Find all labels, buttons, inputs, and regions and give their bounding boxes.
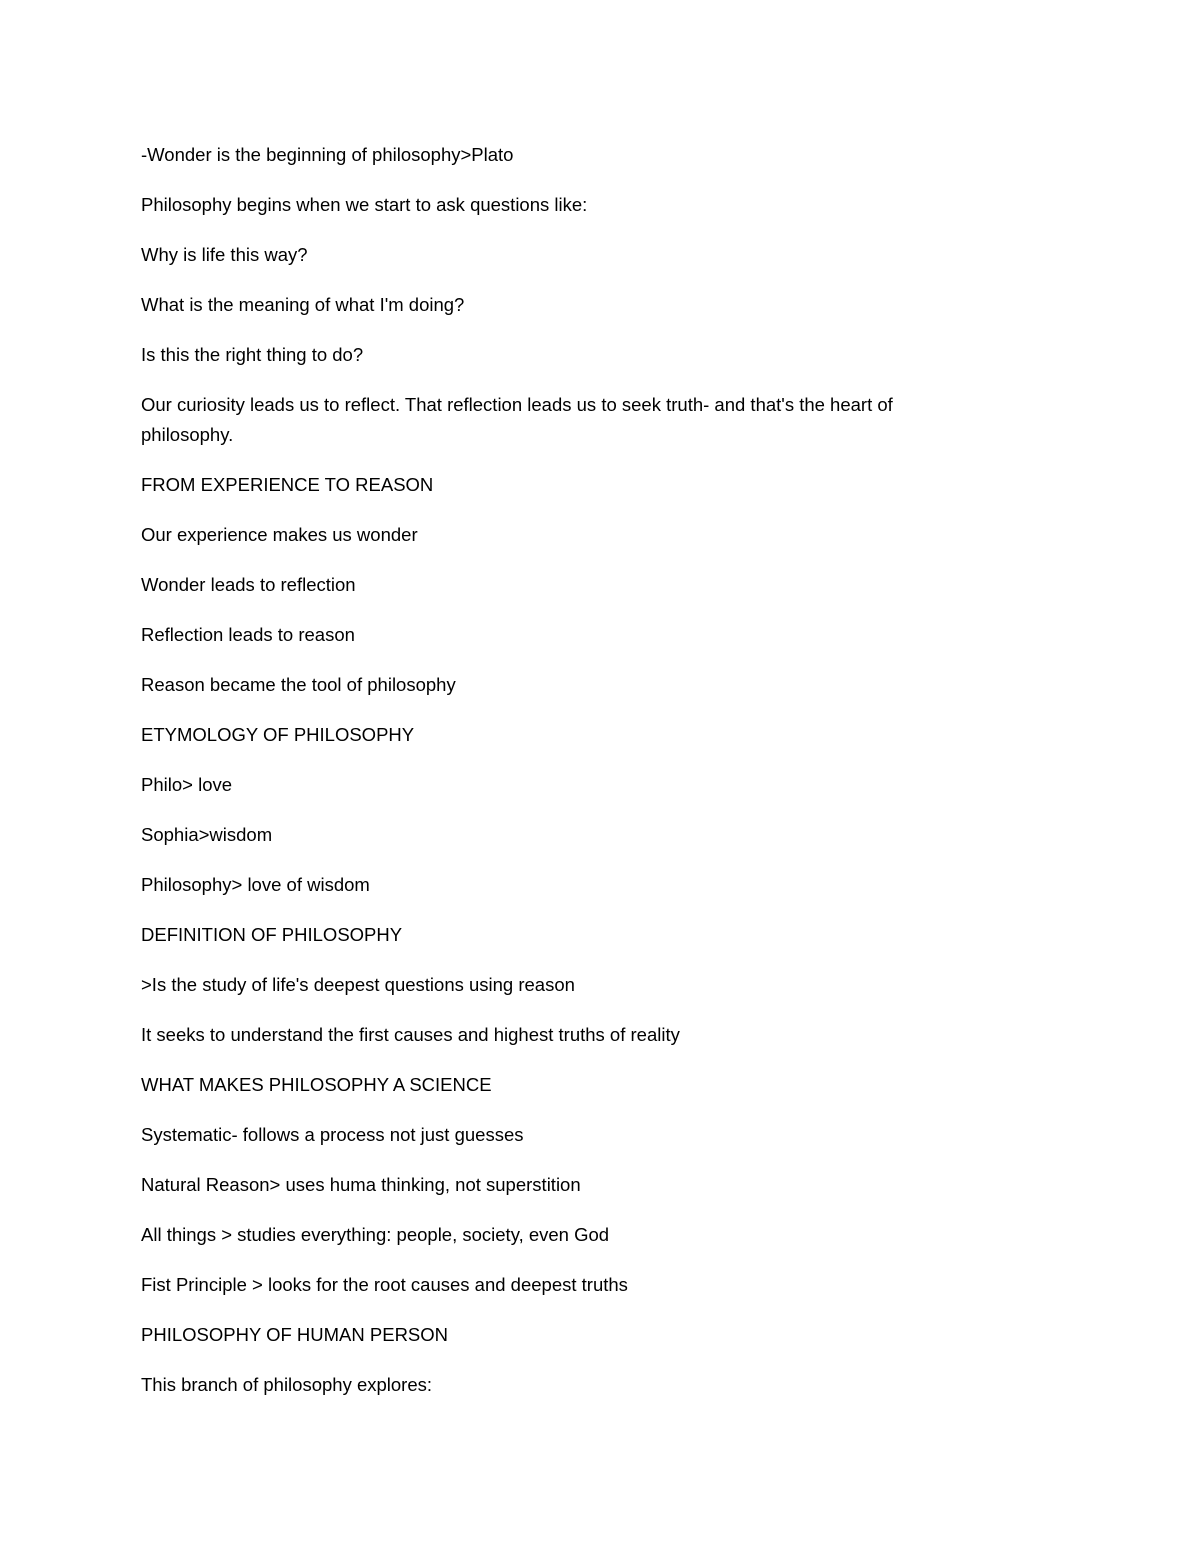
paragraph-question-meaning: What is the meaning of what I'm doing?	[141, 294, 465, 315]
paragraph-curiosity: Our curiosity leads us to reflect. That reflection leads us to seek truth- and that's the heart of philosophy.	[141, 394, 893, 445]
paragraph-first-principle: Fist Principle > looks for the root causes and deepest truths	[141, 1274, 628, 1295]
paragraph-reason-tool: Reason became the tool of philosophy	[141, 674, 456, 695]
paragraph-branch-explores: This branch of philosophy explores:	[141, 1374, 433, 1395]
heading-experience-to-reason: FROM EXPERIENCE TO REASON	[141, 474, 434, 495]
paragraph-experience: Our experience makes us wonder	[141, 524, 418, 545]
paragraph-natural-reason: Natural Reason> uses huma thinking, not superstition	[141, 1174, 581, 1195]
paragraph-sophia: Sophia>wisdom	[141, 824, 273, 845]
paragraph-reflection: Reflection leads to reason	[141, 624, 355, 645]
heading-science: WHAT MAKES PHILOSOPHY A SCIENCE	[141, 1074, 492, 1095]
paragraph-philo: Philo> love	[141, 774, 233, 795]
heading-human-person: PHILOSOPHY OF HUMAN PERSON	[141, 1324, 449, 1345]
paragraph-question-life: Why is life this way?	[141, 244, 308, 265]
paragraph-questions-intro: Philosophy begins when we start to ask questions like:	[141, 194, 588, 215]
paragraph-systematic: Systematic- follows a process not just guesses	[141, 1124, 524, 1145]
paragraph-definition-study: >Is the study of life's deepest questions using reason	[141, 974, 575, 995]
paragraph-wonder: Wonder leads to reflection	[141, 574, 356, 595]
document-body	[141, 140, 971, 1420]
paragraph-question-right-thing: Is this the right thing to do?	[141, 344, 364, 365]
paragraph-plato-quote: -Wonder is the beginning of philosophy>Plato	[141, 144, 514, 165]
paragraph-philosophy-love: Philosophy> love of wisdom	[141, 874, 370, 895]
paragraph-definition-causes: It seeks to understand the first causes and highest truths of reality	[141, 1024, 680, 1045]
heading-etymology: ETYMOLOGY OF PHILOSOPHY	[141, 724, 415, 745]
heading-definition: DEFINITION OF PHILOSOPHY	[141, 924, 403, 945]
paragraph-all-things: All things > studies everything: people, society, even God	[141, 1224, 610, 1245]
